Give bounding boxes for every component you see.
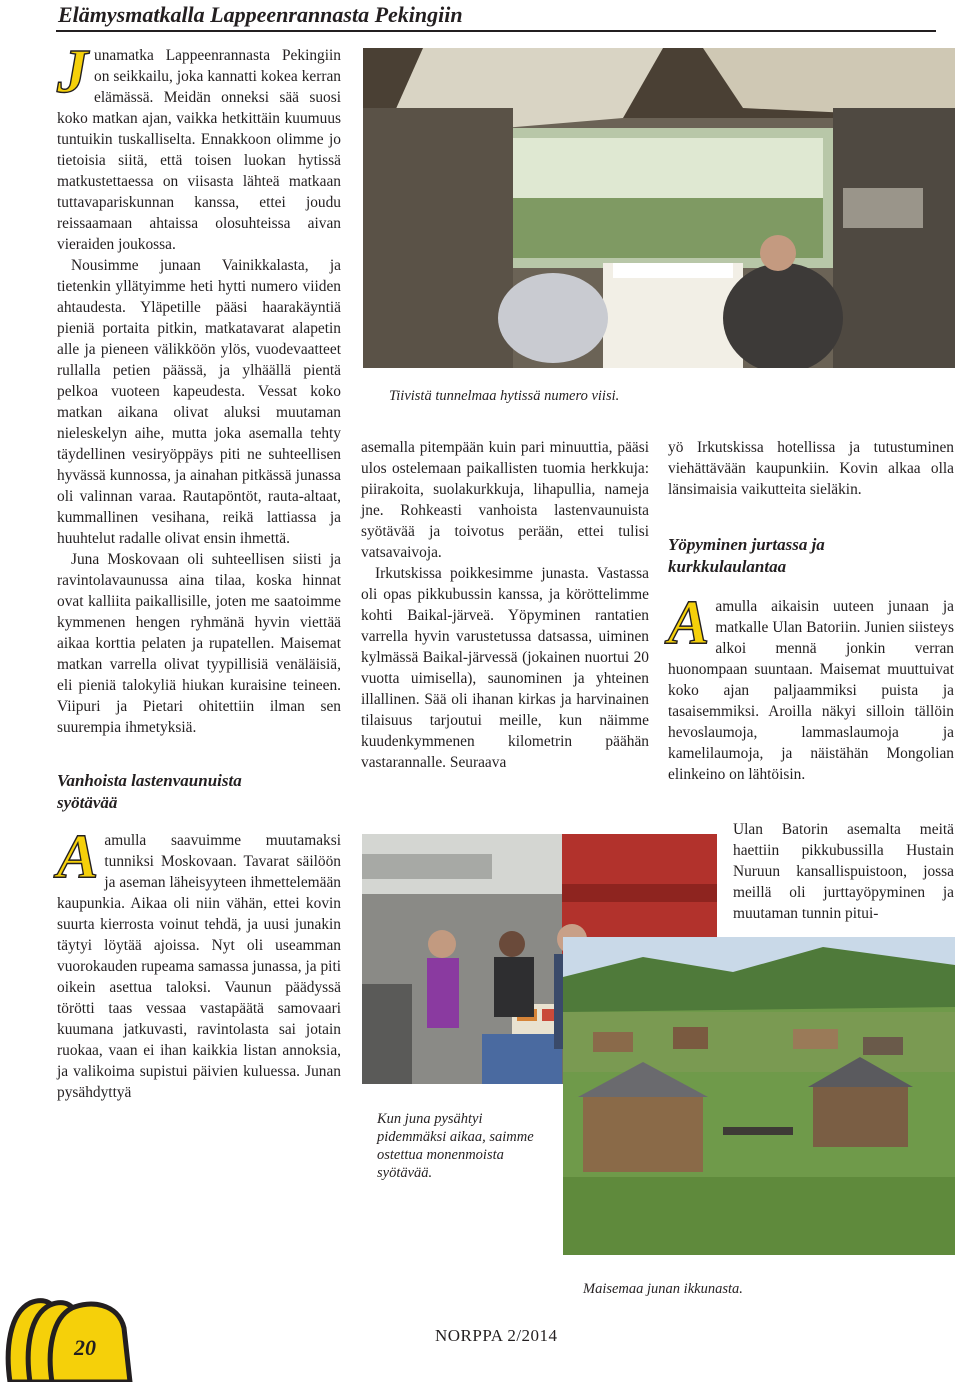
paragraph: Aamulla aikaisin uuteen junaan ja matkalle Ulan Batoriin. Junien siisteys alkoi mennä jonkin verran huonompaan suuntaan. Maisemat muuttuivat koko ajan paljaammiksi puista ja tasaisemmiksi. Aroilla näkyi silloin tällöin hevoslaumoja, lammaslaumoja ja kamelilaumoja, ja näistähän Mongolian elinkeino on lähtöisin.	[668, 589, 954, 783]
photo-landscape-image	[563, 937, 955, 1255]
photo-landscape	[563, 937, 955, 1255]
section-subheading: Yöpyminen jurtassa ja kurkkulaulantaa	[668, 535, 825, 576]
paragraph: Juna Moskovaan oli suhteellisen siisti ja ravintolavaunussa aina tilaa, koska hinnat ovat kalliita paikallisille, joten me saatoimme kymmenen hengen ryhmänä hyvin viettää aikaa korttia pelaten ja rupatellen. Maisemat matkan varrella olivat tyypillisiä venäläisiä, eli pieniä talokyliä hiukan kuraisine teineen. Viipuri ja Pietari ohitettiin ilman sen suurempia ihmetyksiä.	[57, 551, 341, 736]
paragraph: Nousimme junaan Vainikkalasta, ja tietenkin yllätyimme heti hytti numero viiden ahtaudesta. Yläpetille pääsi haarakäyntiä pieniä portaita pitkin, matkatavarat alapetin alle ja pieneen välikköön ylös, vuodevaatteet rullalla petien päässä, ja ylhäällä pientä pelkoa vuoteen kapeudesta. Vessat koko matkan aikana olivat aluksi muutaman nieleskelyn aihe, mutta joka asemalla tehty täydellinen vesiryöppäys piti ne suhteellisen hyvässä kunnossa, ja ainahan pitkässä junassa oli valinnan varaa. Rautapöntöt, rauta-altaat, kummallinen vesihana, reikä lattiassa ja huuhtelut radalle olivat ensin ihmettä.	[57, 257, 341, 547]
photo-train-compartment	[363, 48, 955, 368]
issue-label: NORPPA 2/2014	[435, 1326, 558, 1345]
paragraph: Aamulla saavuimme muutamaksi tunniksi Moskovaan. Tavarat säilöön ja aseman läheisyyteen ihmettelemään kaupunkia. Aikaa oli niin vähän, ettei kovin suurta kierrosta voinut tehdä, ja uusi junakin täytyi löytää ajoissa. Nyt oli useamman vuorokauden rupeama samassa junassa, ja piti oikein asettua taloksi. Vaunun päädyssä törötti taas vessaa vastapäätä samovaari kuumana jatkuvasti, ravintolasta sai jotain ruokaa, vaan ei ihan kaikkia listan annoksia, ja valikoima supistui päivien kuluessa. Junan pysähdyttyä	[57, 823, 341, 1101]
paragraph: Ulan Batorin asemalta meitä haettiin pikkubussilla Hustain Nuruun kansallispuistoon, jossa meillä oli jurttayöpyminen ja muutaman tunnin pitui-	[733, 821, 954, 922]
drop-cap: A	[57, 823, 99, 891]
column-3	[668, 437, 954, 785]
paragraph: asemalla pitempään kuin pari minuuttia, pääsi ulos ostelemaan paikallisten tuomia herkkuja: piirakoita, suolakurkkuja, lihapullia, nameja jne. Rohkeasti vanhoista lastenvaunuista syötävää ja toivotus perään, ettei tulisi vatsavaivoja.	[361, 439, 649, 561]
photo-caption: Maisemaa junan ikkunasta.	[583, 1281, 743, 1297]
photo-caption: Tiivistä tunnelmaa hytissä numero viisi.	[389, 388, 620, 404]
drop-cap: A	[668, 589, 710, 657]
page-header	[56, 0, 936, 32]
column-3-continued	[733, 819, 954, 924]
paragraph: Irkutskissa poikkesimme junasta. Vastassa oli opas pikkubussin kanssa, ja köröttelimme kohti Baikal-järveä. Yöpyminen rantatien varrella hyvin varustetussa datsassa, uiminen kylmässä Baikal-järvessä (jokainen nuortui 20 vuotta uimisella), saunominen ja yhteinen illallinen. Sää oli ihanan kirkas ja harvinainen tilaisuus tarjoutui meille, kun näimme kuudenkymmenen kilometrin päähän vastarannalle. Seuraava	[361, 565, 649, 771]
photo-caption: Kun juna pysähtyi pidemmäksi aikaa, saimme ostettua monenmoista syötävää.	[377, 1111, 534, 1181]
photo-compartment-image	[363, 48, 955, 368]
paragraph: yö Irkutskissa hotellissa ja tutustuminen viehättävään kaupunkiin. Kovin alkaa olla länsimaisia vaikutteita sieläkin.	[668, 439, 954, 498]
column-2	[361, 437, 649, 773]
drop-cap: J	[57, 38, 88, 106]
section-subheading: Vanhoista lastenvaunuista syötävää	[57, 771, 242, 812]
page-number: 20	[74, 1335, 96, 1360]
paragraph: Junamatka Lappeenrannasta Pekingiin on seikkailu, joka kannatti kokea kerran elämässä. Meidän onneksi sää suosi koko matkan ajan, vaikka hetkittäin kuumuus tuntuikin tuskalliselta. Ennakkoon olimme jo tietoisia siitä, että toisen luokan hytissä matkustettaessa on viisasta lähteä matkaan tuttavapariskunnan kanssa, ettei joudu reissaamaan ahtaissa olosuhteissa aivan vieraiden joukossa.	[57, 38, 341, 253]
column-1	[57, 38, 341, 1103]
article-title: Elämysmatkalla Lappeenrannasta Pekingiin	[58, 2, 463, 27]
